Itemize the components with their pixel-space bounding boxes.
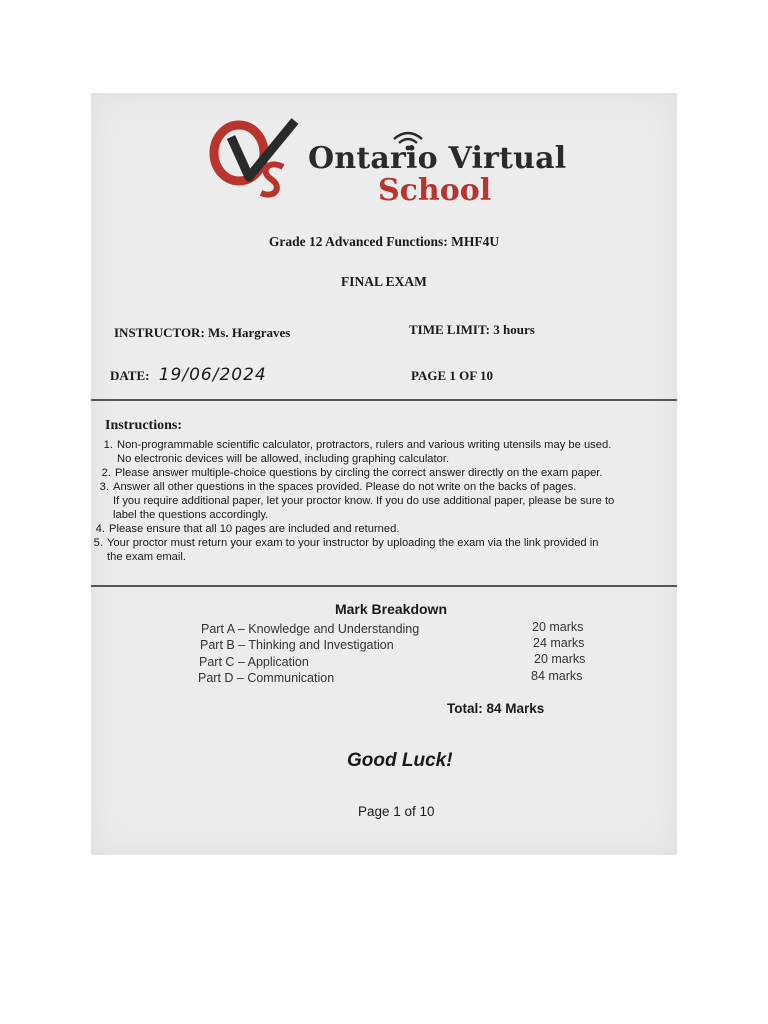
list-item: 4. Please ensure that all 10 pages are included and returned.	[95, 523, 400, 535]
list-item: 2. Please answer multiple-choice questions by circling the correct answer directly on the exam paper.	[101, 467, 603, 479]
list-item-cont: label the questions accordingly.	[113, 509, 269, 521]
date-value: 19/06/2024	[158, 365, 267, 385]
mark-breakdown-title: Mark Breakdown	[334, 601, 448, 617]
breakdown-marks: 20 marks	[532, 620, 584, 634]
instructions-title: Instructions:	[105, 418, 183, 433]
breakdown-part: Part B – Thinking and Investigation	[200, 638, 394, 652]
page-count: PAGE 1 OF 10	[411, 368, 493, 383]
list-item: 5. Your proctor must return your exam to your instructor by uploading the exam via the link provided in	[93, 537, 599, 549]
instructor-name: Ms. Hargraves	[208, 325, 291, 340]
ovs-logo-icon	[209, 115, 309, 201]
list-item-cont: the exam email.	[107, 551, 186, 563]
date-row	[110, 365, 267, 385]
good-luck: Good Luck!	[347, 750, 453, 771]
time-limit-label: TIME LIMIT:	[409, 322, 491, 337]
course-title: Grade 12 Advanced Functions: MHF4U	[268, 234, 500, 249]
exam-title: FINAL EXAM	[341, 274, 427, 289]
instructor-label: INSTRUCTOR:	[114, 325, 205, 340]
time-limit-row	[409, 322, 535, 338]
school-name-line2: School	[378, 173, 492, 208]
list-item: 3. Answer all other questions in the spaces provided. Please do not write on the backs of pages.	[99, 481, 577, 493]
breakdown-marks: 20 marks	[534, 652, 586, 666]
divider	[91, 399, 677, 401]
breakdown-marks: 84 marks	[531, 669, 583, 683]
school-name-line1: Ontario Virtual	[308, 141, 567, 176]
instructor-row	[114, 325, 290, 341]
time-limit-value: 3 hours	[493, 322, 535, 337]
breakdown-part: Part A – Knowledge and Understanding	[201, 622, 420, 636]
total-marks: Total: 84 Marks	[447, 701, 545, 716]
breakdown-part: Part D – Communication	[198, 671, 335, 685]
page-footer: Page 1 of 10	[358, 804, 435, 819]
exam-page	[91, 93, 677, 855]
instructions-list	[91, 438, 677, 564]
list-item-cont: If you require additional paper, let your proctor know. If you do use additional paper, please be sure to	[113, 495, 615, 507]
list-item: 1. Non-programmable scientific calculator, protractors, rulers and various writing utensils may be used.	[103, 439, 612, 451]
breakdown-part: Part C – Application	[199, 655, 309, 669]
date-label: DATE:	[110, 368, 150, 383]
divider	[91, 585, 677, 587]
breakdown-marks: 24 marks	[533, 636, 585, 650]
list-item-cont: No electronic devices will be allowed, including graphing calculator.	[117, 453, 450, 465]
